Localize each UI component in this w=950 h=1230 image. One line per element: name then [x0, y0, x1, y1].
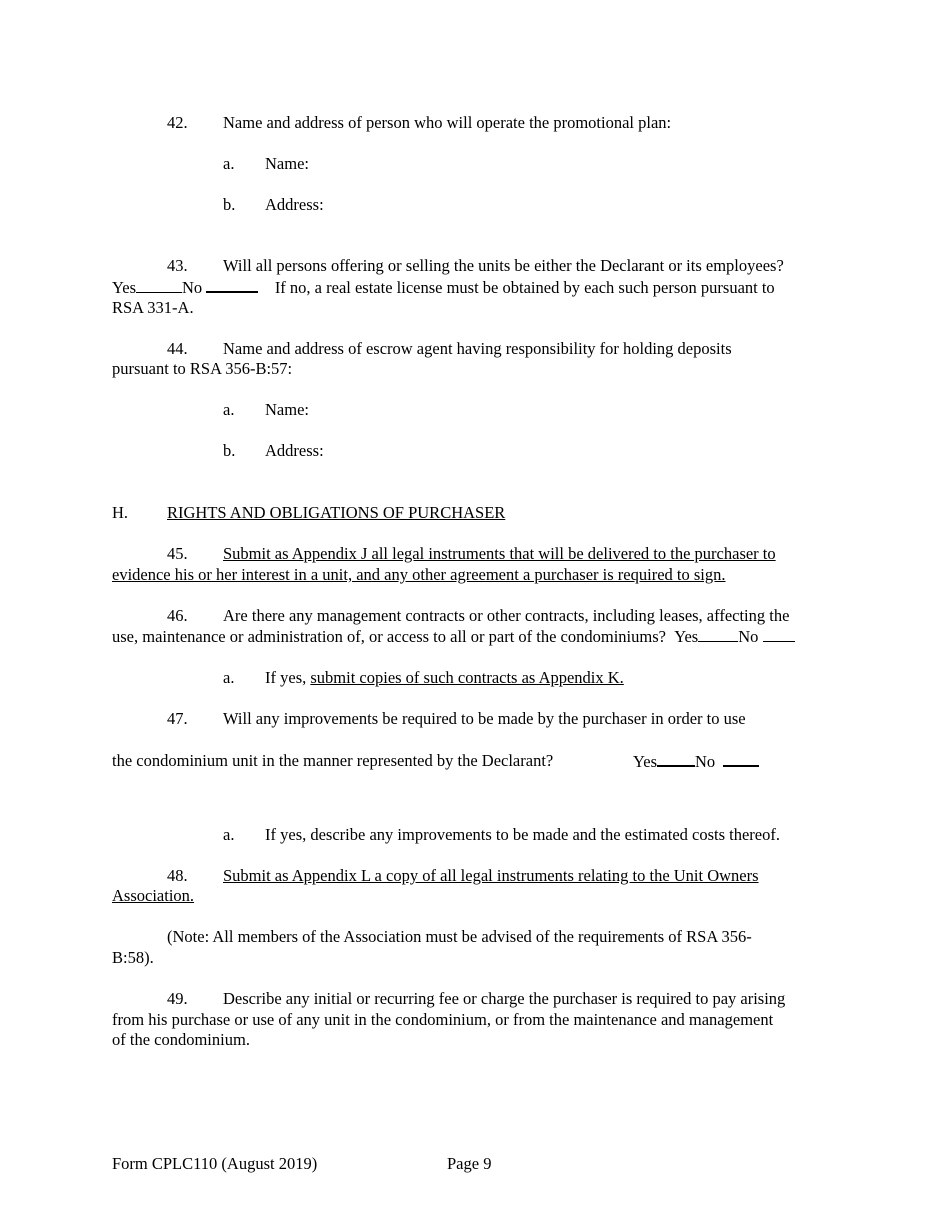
q48-number: 48. [167, 866, 188, 885]
q45-number: 45. [167, 544, 188, 563]
footer-page-number: Page 9 [447, 1154, 492, 1173]
q48-line1: Submit as Appendix L a copy of all legal instruments relating to the Unit Owners [223, 866, 759, 885]
q44-a-name: Name: [265, 400, 309, 419]
q42-text: Name and address of person who will operate the promotional plan: [223, 113, 672, 132]
q44-a-label: a. [223, 400, 235, 419]
q43-number: 43. [167, 256, 188, 275]
q42-b-label: b. [223, 195, 236, 214]
q43-line1: Will all persons offering or selling the units be either the Declarant or its employees? [223, 256, 784, 275]
q46-no-blank[interactable] [763, 627, 795, 642]
q45-line1: Submit as Appendix J all legal instruments that will be delivered to the purchaser to [223, 544, 776, 563]
q46-line1: Are there any management contracts or other contracts, including leases, affecting the [223, 606, 790, 625]
q42-b-address: Address: [265, 195, 324, 214]
note-line1: (Note: All members of the Association must be advised of the requirements of RSA 356- [167, 927, 752, 946]
q45-line2: evidence his or her interest in a unit, and any other agreement a purchaser is required to sign. [112, 565, 726, 584]
q49-number: 49. [167, 989, 188, 1008]
q44-number: 44. [167, 339, 188, 358]
q43-no-blank[interactable] [206, 277, 258, 293]
q49-line2: from his purchase or use of any unit in the condominium, or from the maintenance and management [112, 1010, 774, 1029]
q49-line3: of the condominium. [112, 1030, 250, 1049]
q47-yes-blank[interactable] [657, 751, 695, 767]
q47-no-label: No [695, 752, 716, 771]
q46-number: 46. [167, 606, 188, 625]
q44-b-label: b. [223, 441, 236, 460]
q43-yes-label: Yes [112, 278, 137, 297]
q47-number: 47. [167, 709, 188, 728]
q43-line3: RSA 331-A. [112, 298, 194, 317]
q43-rest: If no, a real estate license must be obtained by each such person pursuant to [274, 278, 775, 297]
footer-form-id: Form CPLC110 (August 2019) [112, 1154, 318, 1173]
q43-no-label: No [182, 278, 203, 297]
q44-line1: Name and address of escrow agent having responsibility for holding deposits [223, 339, 732, 358]
q47-answer [633, 751, 759, 772]
q46-a-prefix: If yes, [265, 668, 307, 687]
q42-a-label: a. [223, 154, 235, 173]
q48-line2: Association. [112, 886, 195, 905]
q46-a-label: a. [223, 668, 235, 687]
q46-line2: use, maintenance or administration of, or access to all or part of the condominiums? [112, 627, 666, 646]
q44-line2: pursuant to RSA 356-B:57: [112, 359, 293, 378]
section-h-title: RIGHTS AND OBLIGATIONS OF PURCHASER [167, 503, 506, 522]
q46-a-text: submit copies of such contracts as Appendix K. [310, 668, 624, 687]
section-h-letter: H. [112, 503, 129, 522]
q44-b-address: Address: [265, 441, 324, 460]
q46-line2-row [112, 627, 795, 647]
q47-line1: Will any improvements be required to be made by the purchaser in order to use [223, 709, 746, 728]
q43-answer-line [112, 277, 775, 298]
q42-a-name: Name: [265, 154, 309, 173]
q46-yes-blank[interactable] [698, 627, 738, 642]
q47-a-label: a. [223, 825, 235, 844]
q47-yes-label: Yes [633, 752, 658, 771]
q46-yes-label: Yes [674, 627, 699, 646]
q46-a-row [265, 668, 624, 688]
q47-no-blank[interactable] [723, 751, 759, 767]
note-line2: B:58). [112, 948, 154, 967]
q46-no-label: No [738, 627, 759, 646]
q49-line1: Describe any initial or recurring fee or charge the purchaser is required to pay arising [223, 989, 786, 1008]
q47-a-text: If yes, describe any improvements to be made and the estimated costs thereof. [265, 825, 780, 844]
q42-number: 42. [167, 113, 188, 132]
q43-yes-blank[interactable] [136, 278, 182, 293]
q47-line2: the condominium unit in the manner represented by the Declarant? [112, 751, 554, 770]
